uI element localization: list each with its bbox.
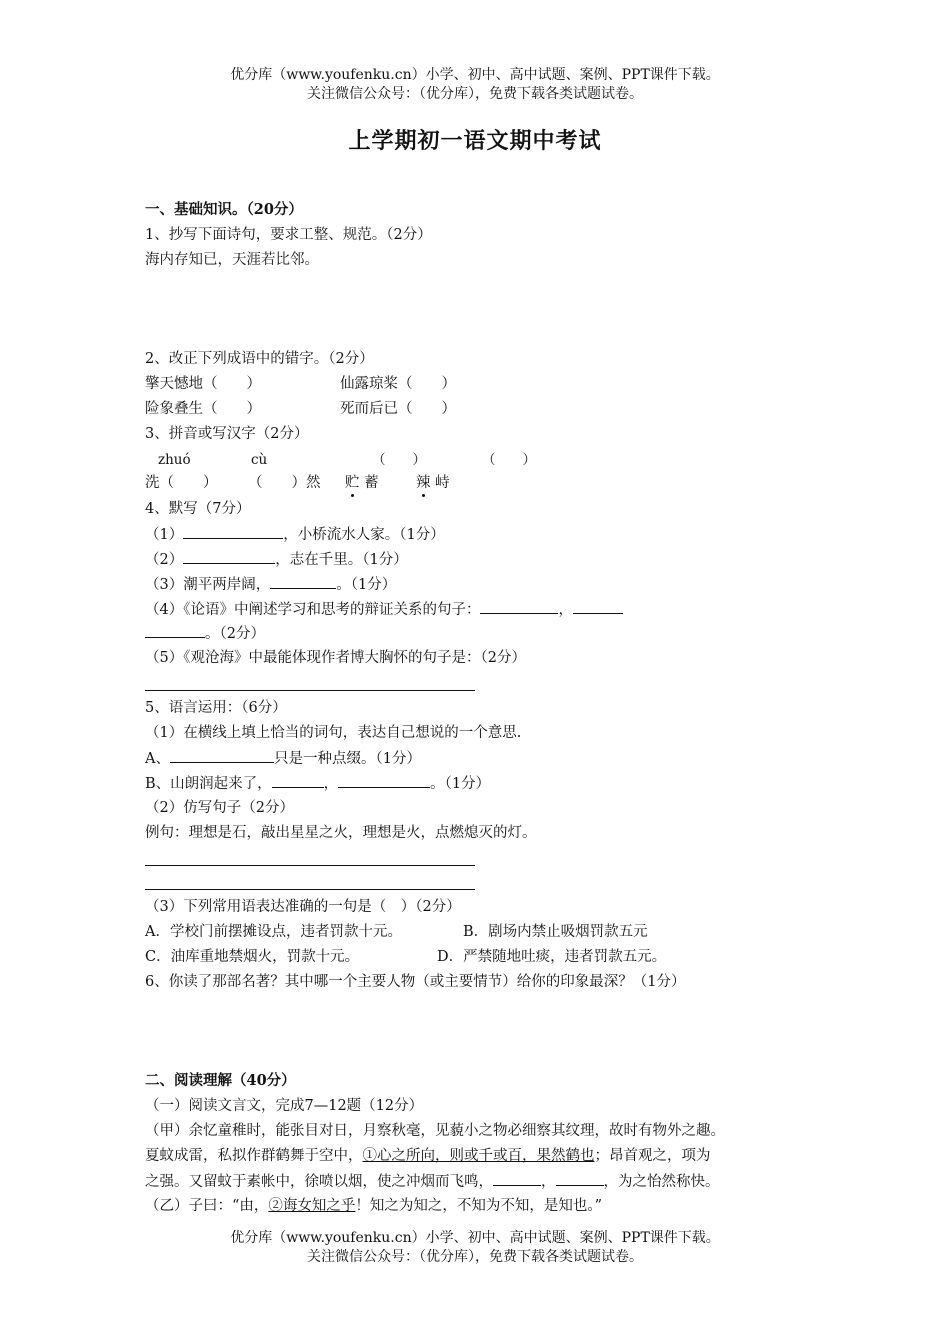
underlined-sentence-2: ②诲女知之乎 (268, 1198, 356, 1214)
footer-line-2: 关注微信公众号：（优分库），免费下载各类试题试卷。 (307, 1249, 643, 1265)
answer-line[interactable] (145, 865, 475, 866)
blank-line[interactable] (183, 524, 283, 539)
blank-line[interactable] (183, 549, 275, 564)
q3-pinyin-2: cù (251, 452, 268, 468)
q4-item-3: （3）潮平两岸阔， 。（1分） (145, 574, 396, 595)
q4-item-4: （4）《论语》中阐述学习和思考的辩证关系的句子： ， (145, 599, 623, 620)
q5-option-b: B．剧场内禁止吸烟罚款五元 (463, 924, 648, 940)
blank-line[interactable] (170, 748, 274, 763)
passage-jia-line-3: 之强。又留蚊于素帐中，徐喷以烟，使之冲烟而飞鸣， ， ，为之怡然称快。 (145, 1171, 720, 1192)
q3-paren-4: （ ） (482, 452, 536, 468)
q5-text: 5、语言运用：（6分） (145, 700, 287, 716)
q4-item-2: （2） ，志在千里。（1分） (145, 549, 408, 570)
blank-line[interactable] (556, 1171, 604, 1186)
blank-line[interactable] (573, 599, 623, 614)
section-heading-basics: 一、基础知识。（20分） (145, 201, 303, 218)
q2-item-a: 擎天憾地（ ） (145, 376, 261, 392)
passage-yi-line-1: （乙）子曰：“由，②诲女知之乎！知之为知之，不知为不知，是知也。” (145, 1198, 603, 1214)
answer-line[interactable] (145, 889, 475, 890)
q5-item-b: B、山朗润起来了， ， 。（1分） (145, 773, 490, 794)
underlined-sentence-1: ①心之所向，则或千或百，果然鹤也 (362, 1148, 595, 1164)
q1-poem: 海内存知已，天涯若比邻。 (145, 252, 319, 268)
header-line-2: 关注微信公众号：（优分库），免费下载各类试题试卷。 (307, 86, 643, 102)
blank-line[interactable] (272, 773, 324, 788)
q3-word-4 (416, 473, 450, 493)
q1-text: 1、抄写下面诗句，要求工整、规范。（2分） (145, 227, 432, 243)
q2-item-c: 险象叠生（ ） (145, 401, 261, 417)
q2-item-b: 仙露琼桨（ ） (340, 376, 456, 392)
q3-word-3-char-a: 贮 (345, 475, 360, 491)
q3-word-3-char-b: 蓄 (364, 475, 379, 491)
passage-jia-line-1: （甲）余忆童稚时，能张目对日，月察秋毫，见藐小之物必细察其纹理，故时有物外之趣。 (145, 1123, 725, 1139)
blank-line[interactable] (270, 574, 336, 589)
blank-line[interactable] (493, 1171, 541, 1186)
blank-line[interactable] (338, 773, 430, 788)
q4-item-1: （1） ，小桥流水人家。（1分） (145, 524, 445, 545)
q3-text: 3、拼音或写汉字（2分） (145, 426, 309, 442)
q4-item-5: （5）《观沧海》中最能体现作者博大胸怀的句子是：（2分） (145, 650, 526, 666)
blank-line[interactable] (145, 623, 205, 638)
q5-option-d: D．严禁随地吐痰，违者罚款五元。 (437, 949, 667, 965)
q3-paren-3: （ ） (372, 452, 426, 468)
q2-item-d: 死而后已（ ） (340, 401, 456, 417)
q5-part-3: （3）下列常用语表达准确的一句是（ ）（2分） (145, 899, 461, 915)
reading-sub-1: （一）阅读文言文，完成7—12题（12分） (145, 1098, 424, 1114)
blank-line[interactable] (480, 599, 558, 614)
q3-word-1: 洗（ ） (145, 475, 218, 491)
q4-item-4-cont: 。（2分） (145, 623, 265, 644)
q3-word-2: （ ）然 (248, 475, 321, 491)
q5-item-a: A、 只是一种点缀。（1分） (145, 748, 421, 769)
q5-example: 例句：理想是石，敲出星星之火，理想是火，点燃熄灭的灯。 (145, 825, 537, 841)
q3-pinyin-1: zhuó (158, 452, 191, 468)
passage-jia-line-2: 夏蚊成雷，私拟作群鹤舞于空中，①心之所向，则或千或百，果然鹤也；昂首观之，项为 (145, 1148, 711, 1164)
q5-option-a: A．学校门前摆摊设点，违者罚款十元。 (145, 924, 402, 940)
q5-part-2: （2）仿写句子（2分） (145, 800, 294, 816)
q3-word-4-char-b: 峙 (435, 475, 450, 491)
header-line-1: 优分库（www.youfenku.cn）小学、初中、高中试题、案例、PPT课件下载。 (230, 67, 720, 83)
q3-word-4-char-a: 辣 (416, 475, 431, 491)
q4-text: 4、默写（7分） (145, 501, 251, 517)
q2-text: 2、改正下列成语中的错字。（2分） (145, 351, 374, 367)
q5-option-c: C．油库重地禁烟火，罚款十元。 (145, 949, 360, 965)
q5-part-1: （1）在横线上填上恰当的词句，表达自己想说的一个意思. (145, 725, 522, 741)
q3-word-3 (345, 473, 379, 493)
q6-text: 6、你读了那部名著？其中哪一个主要人物（或主要情节）给你的印象最深？（1分） (145, 974, 686, 990)
answer-line[interactable] (145, 690, 475, 691)
section-heading-reading: 二、阅读理解（40分） (145, 1072, 296, 1089)
footer-line-1: 优分库（www.youfenku.cn）小学、初中、高中试题、案例、PPT课件下载。 (230, 1230, 720, 1246)
page-title: 上学期初一语文期中考试 (348, 128, 602, 154)
